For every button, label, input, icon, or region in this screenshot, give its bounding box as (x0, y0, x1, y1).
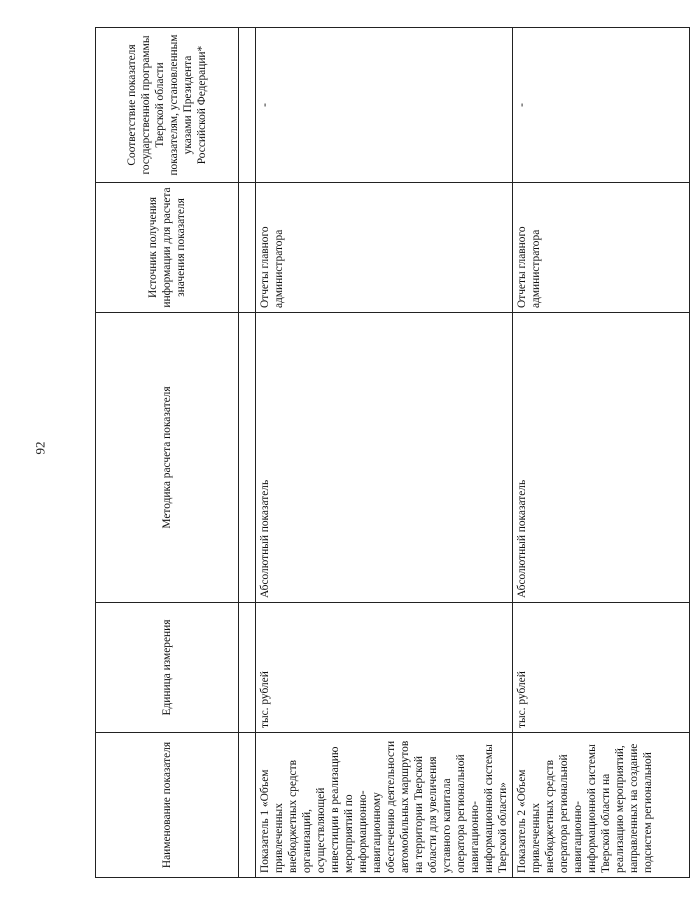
header-compliance: Соответствие показателя государственной программы Тверской области показателям, установленным указами Президента Российской Федерации* (96, 28, 239, 183)
indicators-table (95, 27, 690, 878)
indicator-unit: тыс. рублей (513, 603, 690, 733)
header-name: Наименование показателя (96, 733, 239, 878)
page-number: 92 (32, 441, 48, 455)
table-row (256, 28, 513, 878)
spacer-row (239, 28, 256, 878)
indicator-source: Отчеты главного администратора (256, 183, 513, 313)
indicator-method: Абсолютный показатель (513, 313, 690, 603)
indicator-compliance: - (513, 28, 690, 183)
header-source: Источник получения информации для расчета значения показателя (96, 183, 239, 313)
rotated-table-container (95, 28, 654, 878)
indicator-name: Показатель 2 «Объем привлеченных внебюджетных средств оператора региональной навигационно-информационной системы Тверской области на реализацию мероприятий, направленных на создание подсистем региональной (513, 733, 690, 878)
header-unit: Единица измерения (96, 603, 239, 733)
indicator-compliance: - (256, 28, 513, 183)
indicator-method: Абсолютный показатель (256, 313, 513, 603)
header-method: Методика расчета показателя (96, 313, 239, 603)
indicator-source: Отчеты главного администратора (513, 183, 690, 313)
table-header-row (96, 28, 239, 878)
table-row (513, 28, 690, 878)
indicator-name: Показатель 1 «Объем привлеченных внебюджетных средств организаций, осуществляющей инвестиции в реализацию мероприятий по информационно-навигационному обеспечению деятельности автомобильных маршрутов на территории Тверской области для увеличения уставного капитала оператора региональной навигационно-информационной системы Тверской области» (256, 733, 513, 878)
indicator-unit: тыс. рублей (256, 603, 513, 733)
